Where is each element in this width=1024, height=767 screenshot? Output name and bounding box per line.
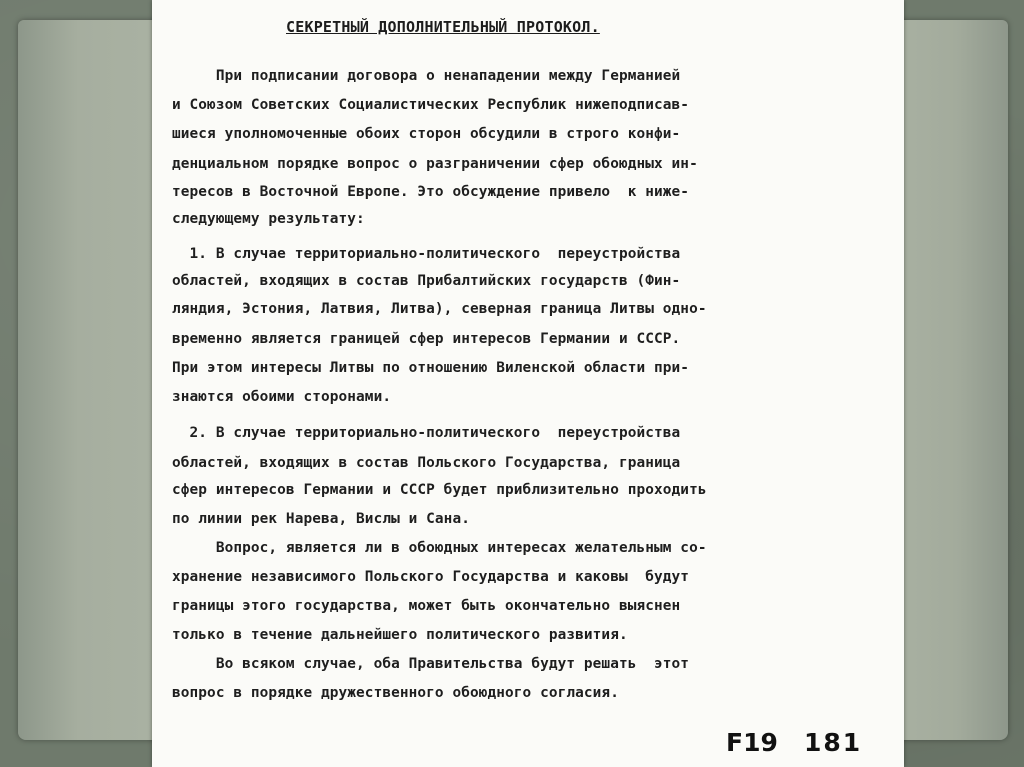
document-line: границы этого государства, может быть окончательно выяснен: [172, 598, 681, 614]
document-line: 2. В случае территориально-политического переустройства: [172, 425, 681, 441]
document-line: следующему результату:: [172, 211, 365, 227]
document-line: сфер интересов Германии и СССР будет приблизительно проходить: [172, 482, 707, 498]
document-line: только в течение дальнейшего политического развития.: [172, 627, 628, 643]
document-line: и Союзом Советских Социалистических Республик нижеподписав-: [172, 97, 690, 113]
document-line: вопрос в порядке дружественного обоюдного согласия.: [172, 685, 619, 701]
document-page: [152, 0, 904, 767]
page-number: 181: [804, 728, 863, 757]
document-line: областей, входящих в состав Прибалтийских государств (Фин-: [172, 273, 681, 289]
document-line: знаются обоими сторонами.: [172, 389, 392, 405]
document-line: тересов в Восточной Европе. Это обсуждение привело к ниже-: [172, 184, 690, 200]
document-line: При этом интересы Литвы по отношению Виленской области при-: [172, 360, 690, 376]
document-line: Вопрос, является ли в обоюдных интересах желательным со-: [172, 540, 707, 556]
document-line: областей, входящих в состав Польского Государства, граница: [172, 455, 681, 471]
document-line: денциальном порядке вопрос о разграничении сфер обоюдных ин-: [172, 156, 698, 172]
document-line: шиеся уполномоченные обоих сторон обсудили в строго конфи-: [172, 126, 681, 142]
document-line: При подписании договора о ненападении между Германией: [172, 68, 681, 84]
document-line: хранение независимого Польского Государства и каковы будут: [172, 569, 690, 585]
background-paper-left: [18, 20, 168, 740]
document-line: 1. В случае территориально-политического переустройства: [172, 246, 681, 262]
document-title: СЕКРЕТНЫЙ ДОПОЛНИТЕЛЬНЫЙ ПРОТОКОЛ.: [286, 18, 600, 36]
archive-code: F19: [726, 728, 778, 757]
document-line: Во всяком случае, оба Правительства будут решать этот: [172, 656, 690, 672]
document-line: по линии рек Нарева, Вислы и Сана.: [172, 511, 470, 527]
document-line: ляндия, Эстония, Латвия, Литва), северная граница Литвы одно-: [172, 301, 707, 317]
document-line: временно является границей сфер интересов Германии и СССР.: [172, 331, 681, 347]
